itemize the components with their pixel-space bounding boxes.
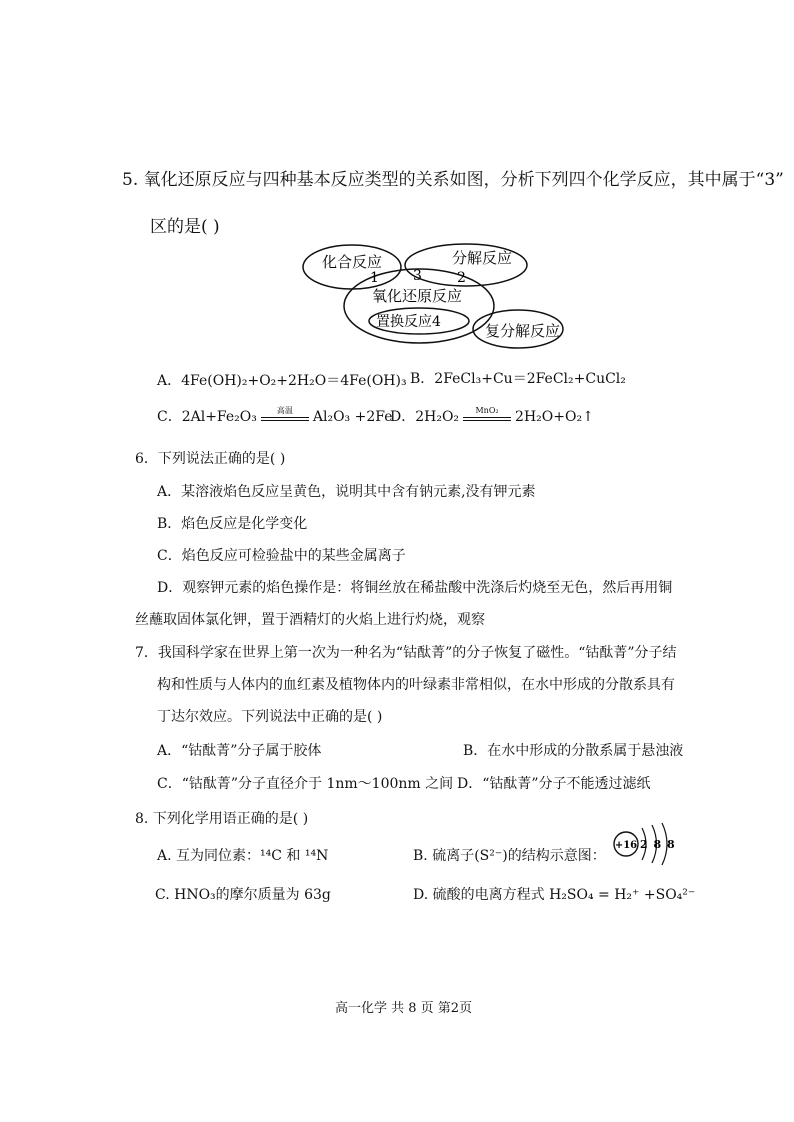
label-combination: 化合反应	[322, 253, 383, 271]
q5-option-c-left: C．2Al+Fe₂O₃	[157, 409, 257, 425]
q5-option-b: B．2FeCl₃+Cu＝2FeCl₂+CuCl₂	[410, 371, 626, 387]
q5-option-d-right: 2H₂O+O₂↑	[515, 409, 594, 425]
q6-option-b: B．焰色反应是化学变化	[157, 516, 308, 532]
q5-option-c-right: Al₂O₃ +2Fe	[312, 409, 393, 425]
page-footer: 高一化学 共 8 页 第2页	[335, 1001, 473, 1016]
q8-stem: 8. 下列化学用语正确的是( )	[135, 811, 309, 827]
region-1: 1	[370, 270, 379, 286]
q5-stem-line1: 5. 氧化还原反应与四种基本反应类型的关系如图，分析下列四个化学反应，其中属于“3”	[122, 170, 784, 190]
q5-option-d-left: D．2H₂O₂	[390, 409, 460, 425]
q7-option-a: A．“钴酞菁”分子属于胶体	[157, 743, 322, 759]
nucleus-charge: +16	[614, 840, 638, 851]
condition-high-temp: 高温	[257, 406, 313, 428]
label-double-decomp: 复分解反应	[485, 322, 561, 340]
label-redox: 氧化还原反应	[372, 287, 463, 305]
q7-option-d: D．“钴酞菁”分子不能透过滤纸	[457, 776, 651, 792]
q7-option-b: B．在水中形成的分散系属于悬浊液	[463, 743, 684, 759]
q7-option-c: C．“钴酞菁”分子直径介于 1nm～100nm 之间	[157, 776, 454, 792]
q5-option-d	[390, 406, 594, 428]
label-displacement: 置换反应4	[376, 314, 441, 330]
region-2: 2	[457, 270, 466, 286]
q7-stem-line3: 丁达尔效应。下列说法中正确的是( )	[157, 709, 383, 725]
sulfide-ion-structure-diagram	[612, 822, 682, 866]
q8-option-b: B. 硫离子(S²⁻)的结构示意图：	[413, 848, 606, 864]
q7-stem-line1: 7．我国科学家在世界上第一次为一种名为“钴酞菁”的分子恢复了磁性。“钴酞菁”分子结	[135, 645, 677, 661]
q6-option-d-line1: D．观察钾元素的焰色操作是：将铜丝放在稀盐酸中洗涤后灼烧至无色，然后再用铜	[157, 580, 673, 596]
reaction-type-diagram	[290, 240, 580, 355]
q8-option-a: A. 互为同位素：¹⁴C 和 ¹⁴N	[157, 848, 329, 864]
region-3: 3	[413, 268, 422, 284]
q7-stem-line2: 构和性质与人体内的血红素及植物体内的叶绿素非常相似，在水中形成的分散系具有	[157, 677, 675, 693]
q6-option-c: C．焰色反应可检验盐中的某些金属离子	[157, 548, 406, 564]
condition-mno2: MnO₂	[459, 406, 515, 428]
q6-option-d-line2: 丝蘸取固体氯化钾，置于酒精灯的火焰上进行灼烧，观察	[135, 612, 485, 628]
q6-option-a: A．某溶液焰色反应呈黄色，说明其中含有钠元素,没有钾元素	[157, 484, 536, 500]
q8-option-c: C. HNO₃的摩尔质量为 63g	[155, 887, 331, 903]
label-decomposition: 分解反应	[452, 249, 513, 267]
q8-option-d: D. 硫酸的电离方程式 H₂SO₄ = H₂⁺ +SO₄²⁻	[413, 887, 696, 903]
shell-electrons: 2 8 8	[640, 838, 676, 851]
q5-option-a: A．4Fe(OH)₂+O₂+2H₂O＝4Fe(OH)₃	[157, 373, 407, 389]
q6-stem: 6．下列说法正确的是( )	[135, 451, 286, 467]
q5-stem-line2: 区的是( )	[150, 217, 220, 237]
q5-option-c	[157, 406, 393, 428]
